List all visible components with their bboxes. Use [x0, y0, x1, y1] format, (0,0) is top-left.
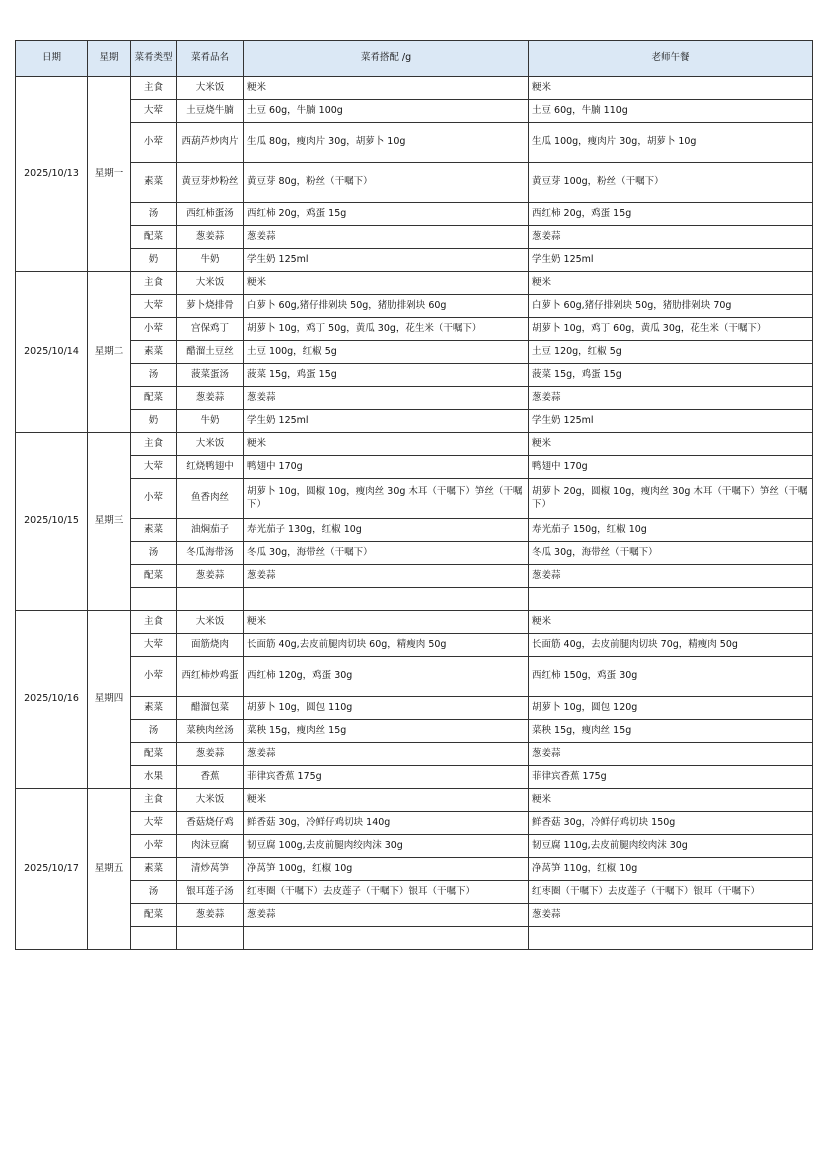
- empty-row: [16, 588, 813, 611]
- teacher-lunch-cell: 胡萝卜 10g，鸡丁 60g，黄瓜 30g，花生米（干嘱下）: [529, 318, 813, 341]
- dish-type-cell: 素菜: [131, 858, 177, 881]
- teacher-lunch-cell: 生瓜 100g，瘦肉片 30g，胡萝卜 10g: [529, 123, 813, 163]
- teacher-lunch-cell: 韧豆腐 110g,去皮前腿肉绞肉沫 30g: [529, 835, 813, 858]
- ingredients-cell: 葱姜蒜: [244, 565, 529, 588]
- ingredients-cell: 冬瓜 30g，海带丝（干嘱下）: [244, 542, 529, 565]
- weekday-cell: 星期一: [88, 77, 131, 272]
- dish-name-cell: 香菇烧仔鸡: [177, 812, 244, 835]
- header-teacher-lunch: 老师午餐: [529, 41, 813, 77]
- dish-name-cell: 牛奶: [177, 410, 244, 433]
- menu-table: [15, 40, 813, 950]
- weekday-cell: 星期四: [88, 611, 131, 789]
- ingredients-cell: 粳米: [244, 272, 529, 295]
- table-row: [16, 904, 813, 927]
- ingredients-cell: 粳米: [244, 433, 529, 456]
- dish-name-cell: 葱姜蒜: [177, 226, 244, 249]
- table-row: [16, 295, 813, 318]
- empty-cell: [177, 588, 244, 611]
- table-row: [16, 697, 813, 720]
- empty-cell: [529, 927, 813, 950]
- dish-type-cell: 小荤: [131, 835, 177, 858]
- dish-name-cell: 大米饭: [177, 611, 244, 634]
- dish-type-cell: 汤: [131, 364, 177, 387]
- teacher-lunch-cell: 胡萝卜 10g，圆包 120g: [529, 697, 813, 720]
- teacher-lunch-cell: 长面筋 40g，去皮前腿肉切块 70g，精瘦肉 50g: [529, 634, 813, 657]
- table-row: [16, 272, 813, 295]
- ingredients-cell: 学生奶 125ml: [244, 249, 529, 272]
- table-row: [16, 410, 813, 433]
- teacher-lunch-cell: 白萝卜 60g,猪仔排剁块 50g，猪肋排剁块 70g: [529, 295, 813, 318]
- table-row: [16, 881, 813, 904]
- dish-name-cell: 醋溜土豆丝: [177, 341, 244, 364]
- dish-name-cell: 鱼香肉丝: [177, 479, 244, 519]
- ingredients-cell: 红枣圈（干嘱下）去皮莲子（干嘱下）银耳（干嘱下）: [244, 881, 529, 904]
- dish-name-cell: 菜秧肉丝汤: [177, 720, 244, 743]
- table-row: [16, 743, 813, 766]
- dish-name-cell: 面筋烧肉: [177, 634, 244, 657]
- dish-type-cell: 配菜: [131, 743, 177, 766]
- dish-type-cell: 素菜: [131, 163, 177, 203]
- table-row: [16, 611, 813, 634]
- header-weekday: 星期: [88, 41, 131, 77]
- dish-name-cell: 牛奶: [177, 249, 244, 272]
- teacher-lunch-cell: 鲜香菇 30g，冷鲜仔鸡切块 150g: [529, 812, 813, 835]
- date-cell: 2025/10/13: [16, 77, 88, 272]
- ingredients-cell: 胡萝卜 10g，圆包 110g: [244, 697, 529, 720]
- dish-type-cell: 大荤: [131, 295, 177, 318]
- date-cell: 2025/10/15: [16, 433, 88, 611]
- table-row: [16, 835, 813, 858]
- table-row: [16, 387, 813, 410]
- table-row: [16, 519, 813, 542]
- table-row: [16, 203, 813, 226]
- dish-type-cell: 配菜: [131, 904, 177, 927]
- dish-type-cell: 大荤: [131, 456, 177, 479]
- header-ingredients: 菜肴搭配 /g: [244, 41, 529, 77]
- ingredients-cell: 葱姜蒜: [244, 226, 529, 249]
- dish-type-cell: 大荤: [131, 634, 177, 657]
- ingredients-cell: 土豆 100g，红椒 5g: [244, 341, 529, 364]
- dish-name-cell: 土豆烧牛腩: [177, 100, 244, 123]
- ingredients-cell: 菜秧 15g，瘦肉丝 15g: [244, 720, 529, 743]
- ingredients-cell: 西红柿 120g，鸡蛋 30g: [244, 657, 529, 697]
- ingredients-cell: 粳米: [244, 77, 529, 100]
- empty-cell: [131, 927, 177, 950]
- teacher-lunch-cell: 寿光茄子 150g，红椒 10g: [529, 519, 813, 542]
- table-row: [16, 226, 813, 249]
- teacher-lunch-cell: 菠菜 15g，鸡蛋 15g: [529, 364, 813, 387]
- teacher-lunch-cell: 学生奶 125ml: [529, 410, 813, 433]
- dish-name-cell: 葱姜蒜: [177, 743, 244, 766]
- weekday-cell: 星期二: [88, 272, 131, 433]
- dish-type-cell: 主食: [131, 77, 177, 100]
- teacher-lunch-cell: 西红柿 20g，鸡蛋 15g: [529, 203, 813, 226]
- teacher-lunch-cell: 葱姜蒜: [529, 565, 813, 588]
- teacher-lunch-cell: 葱姜蒜: [529, 743, 813, 766]
- dish-name-cell: 大米饭: [177, 433, 244, 456]
- teacher-lunch-cell: 西红柿 150g，鸡蛋 30g: [529, 657, 813, 697]
- dish-name-cell: 西葫芦炒肉片: [177, 123, 244, 163]
- table-row: [16, 634, 813, 657]
- table-row: [16, 163, 813, 203]
- date-cell: 2025/10/14: [16, 272, 88, 433]
- date-cell: 2025/10/16: [16, 611, 88, 789]
- weekday-cell: 星期三: [88, 433, 131, 611]
- table-row: [16, 456, 813, 479]
- teacher-lunch-cell: 菲律宾香蕉 175g: [529, 766, 813, 789]
- teacher-lunch-cell: 葱姜蒜: [529, 226, 813, 249]
- table-row: [16, 565, 813, 588]
- dish-name-cell: 葱姜蒜: [177, 904, 244, 927]
- dish-type-cell: 主食: [131, 789, 177, 812]
- dish-name-cell: 香蕉: [177, 766, 244, 789]
- dish-type-cell: 汤: [131, 203, 177, 226]
- teacher-lunch-cell: 粳米: [529, 433, 813, 456]
- header-dish-type: 菜肴类型: [131, 41, 177, 77]
- teacher-lunch-cell: 学生奶 125ml: [529, 249, 813, 272]
- dish-name-cell: 萝卜烧排骨: [177, 295, 244, 318]
- date-cell: 2025/10/17: [16, 789, 88, 950]
- table-row: [16, 812, 813, 835]
- header-row: [16, 41, 813, 77]
- teacher-lunch-cell: 冬瓜 30g，海带丝（干嘱下）: [529, 542, 813, 565]
- ingredients-cell: 葱姜蒜: [244, 904, 529, 927]
- table-row: [16, 433, 813, 456]
- dish-type-cell: 配菜: [131, 226, 177, 249]
- dish-type-cell: 素菜: [131, 519, 177, 542]
- ingredients-cell: 西红柿 20g，鸡蛋 15g: [244, 203, 529, 226]
- teacher-lunch-cell: 黄豆芽 100g，粉丝（干嘱下）: [529, 163, 813, 203]
- ingredients-cell: 生瓜 80g，瘦肉片 30g，胡萝卜 10g: [244, 123, 529, 163]
- dish-type-cell: 大荤: [131, 100, 177, 123]
- table-row: [16, 542, 813, 565]
- ingredients-cell: 葱姜蒜: [244, 387, 529, 410]
- dish-name-cell: 银耳莲子汤: [177, 881, 244, 904]
- dish-name-cell: 大米饭: [177, 789, 244, 812]
- ingredients-cell: 长面筋 40g,去皮前腿肉切块 60g，精瘦肉 50g: [244, 634, 529, 657]
- teacher-lunch-cell: 净莴笋 110g，红椒 10g: [529, 858, 813, 881]
- dish-name-cell: 肉沫豆腐: [177, 835, 244, 858]
- ingredients-cell: 葱姜蒜: [244, 743, 529, 766]
- dish-type-cell: 奶: [131, 249, 177, 272]
- dish-name-cell: 西红柿炒鸡蛋: [177, 657, 244, 697]
- ingredients-cell: 净莴笋 100g，红椒 10g: [244, 858, 529, 881]
- dish-type-cell: 大荤: [131, 812, 177, 835]
- ingredients-cell: 鸭翅中 170g: [244, 456, 529, 479]
- teacher-lunch-cell: 粳米: [529, 272, 813, 295]
- teacher-lunch-cell: 菜秧 15g，瘦肉丝 15g: [529, 720, 813, 743]
- dish-type-cell: 汤: [131, 720, 177, 743]
- dish-name-cell: 大米饭: [177, 272, 244, 295]
- table-row: [16, 789, 813, 812]
- teacher-lunch-cell: 葱姜蒜: [529, 387, 813, 410]
- table-row: [16, 318, 813, 341]
- dish-name-cell: 大米饭: [177, 77, 244, 100]
- header-date: 日期: [16, 41, 88, 77]
- ingredients-cell: 粳米: [244, 789, 529, 812]
- ingredients-cell: 粳米: [244, 611, 529, 634]
- dish-type-cell: 配菜: [131, 565, 177, 588]
- dish-type-cell: 小荤: [131, 318, 177, 341]
- dish-type-cell: 素菜: [131, 341, 177, 364]
- dish-name-cell: 西红柿蛋汤: [177, 203, 244, 226]
- ingredients-cell: 胡萝卜 10g，鸡丁 50g，黄瓜 30g，花生米（干嘱下）: [244, 318, 529, 341]
- ingredients-cell: 寿光茄子 130g，红椒 10g: [244, 519, 529, 542]
- dish-type-cell: 小荤: [131, 479, 177, 519]
- empty-row: [16, 927, 813, 950]
- dish-type-cell: 汤: [131, 881, 177, 904]
- table-row: [16, 657, 813, 697]
- ingredients-cell: 白萝卜 60g,猪仔排剁块 50g，猪肋排剁块 60g: [244, 295, 529, 318]
- empty-cell: [131, 588, 177, 611]
- teacher-lunch-cell: 粳米: [529, 611, 813, 634]
- dish-type-cell: 小荤: [131, 657, 177, 697]
- dish-type-cell: 主食: [131, 433, 177, 456]
- table-row: [16, 766, 813, 789]
- empty-cell: [529, 588, 813, 611]
- ingredients-cell: 黄豆芽 80g，粉丝（干嘱下）: [244, 163, 529, 203]
- weekday-cell: 星期五: [88, 789, 131, 950]
- menu-body: [16, 77, 813, 950]
- table-row: [16, 858, 813, 881]
- dish-type-cell: 配菜: [131, 387, 177, 410]
- dish-name-cell: 醋溜包菜: [177, 697, 244, 720]
- table-row: [16, 77, 813, 100]
- dish-name-cell: 葱姜蒜: [177, 387, 244, 410]
- dish-type-cell: 水果: [131, 766, 177, 789]
- teacher-lunch-cell: 葱姜蒜: [529, 904, 813, 927]
- dish-name-cell: 冬瓜海带汤: [177, 542, 244, 565]
- ingredients-cell: 学生奶 125ml: [244, 410, 529, 433]
- header-dish-name: 菜肴品名: [177, 41, 244, 77]
- dish-type-cell: 奶: [131, 410, 177, 433]
- table-row: [16, 123, 813, 163]
- ingredients-cell: 菠菜 15g，鸡蛋 15g: [244, 364, 529, 387]
- ingredients-cell: 土豆 60g，牛腩 100g: [244, 100, 529, 123]
- table-row: [16, 364, 813, 387]
- table-row: [16, 100, 813, 123]
- dish-type-cell: 小荤: [131, 123, 177, 163]
- dish-name-cell: 清炒莴笋: [177, 858, 244, 881]
- empty-cell: [177, 927, 244, 950]
- teacher-lunch-cell: 粳米: [529, 789, 813, 812]
- table-row: [16, 720, 813, 743]
- ingredients-cell: 菲律宾香蕉 175g: [244, 766, 529, 789]
- empty-cell: [244, 588, 529, 611]
- table-row: [16, 249, 813, 272]
- ingredients-cell: 鲜香菇 30g，冷鲜仔鸡切块 140g: [244, 812, 529, 835]
- teacher-lunch-cell: 胡萝卜 20g，圆椒 10g，瘦肉丝 30g 木耳（干嘱下）笋丝（干嘱下）: [529, 479, 813, 519]
- dish-name-cell: 油焖茄子: [177, 519, 244, 542]
- dish-name-cell: 宫保鸡丁: [177, 318, 244, 341]
- dish-name-cell: 红烧鸭翅中: [177, 456, 244, 479]
- dish-name-cell: 黄豆芽炒粉丝: [177, 163, 244, 203]
- ingredients-cell: 胡萝卜 10g，圆椒 10g，瘦肉丝 30g 木耳（干嘱下）笋丝（干嘱下）: [244, 479, 529, 519]
- dish-type-cell: 主食: [131, 272, 177, 295]
- dish-type-cell: 汤: [131, 542, 177, 565]
- teacher-lunch-cell: 土豆 120g，红椒 5g: [529, 341, 813, 364]
- table-row: [16, 341, 813, 364]
- teacher-lunch-cell: 红枣圈（干嘱下）去皮莲子（干嘱下）银耳（干嘱下）: [529, 881, 813, 904]
- dish-name-cell: 葱姜蒜: [177, 565, 244, 588]
- teacher-lunch-cell: 鸭翅中 170g: [529, 456, 813, 479]
- teacher-lunch-cell: 土豆 60g，牛腩 110g: [529, 100, 813, 123]
- table-row: [16, 479, 813, 519]
- empty-cell: [244, 927, 529, 950]
- teacher-lunch-cell: 粳米: [529, 77, 813, 100]
- ingredients-cell: 韧豆腐 100g,去皮前腿肉绞肉沫 30g: [244, 835, 529, 858]
- dish-type-cell: 主食: [131, 611, 177, 634]
- dish-type-cell: 素菜: [131, 697, 177, 720]
- dish-name-cell: 菠菜蛋汤: [177, 364, 244, 387]
